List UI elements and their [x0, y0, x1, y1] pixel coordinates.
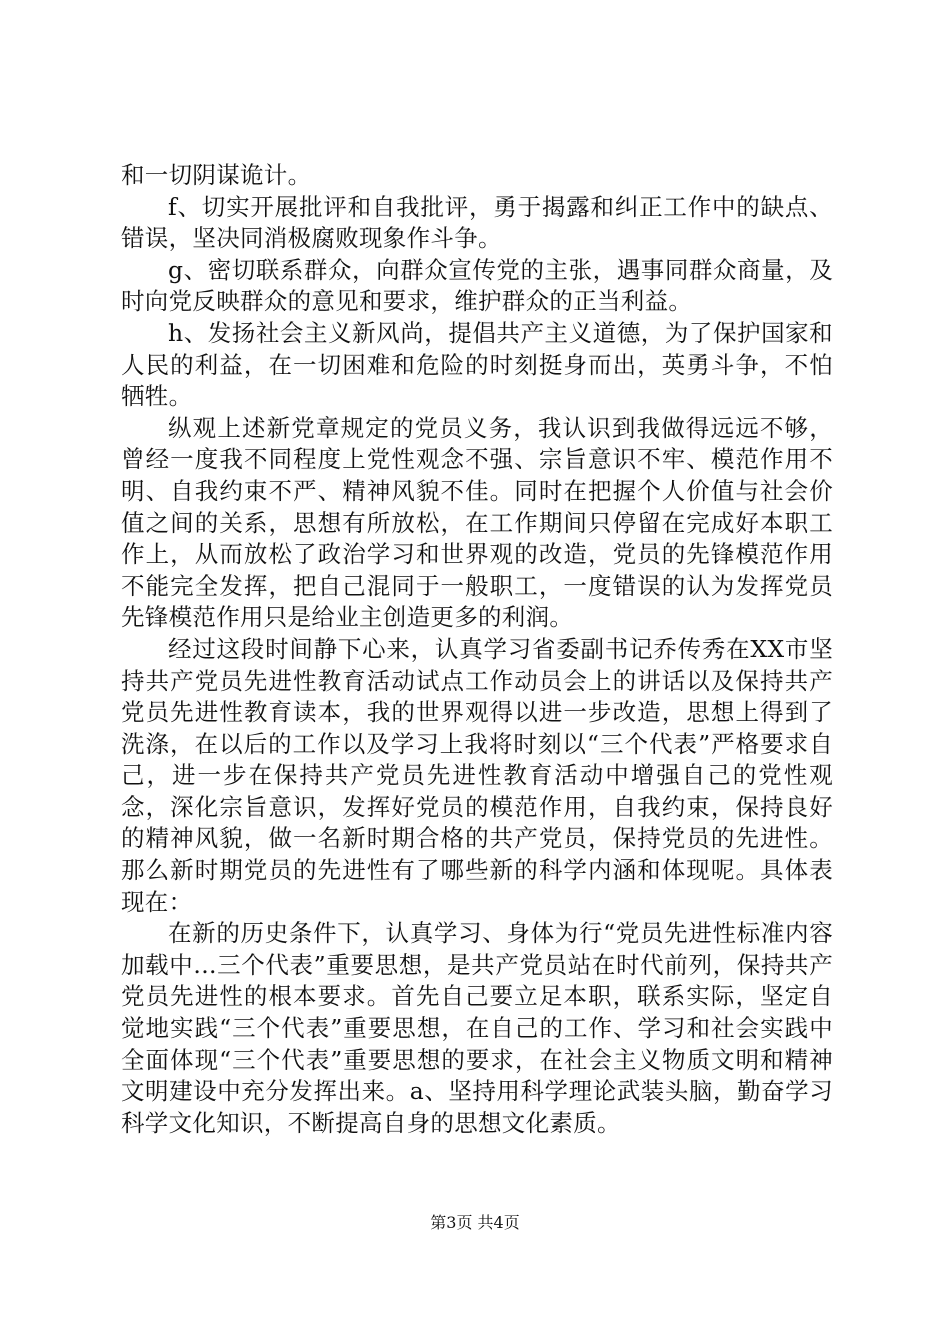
document-body: [121, 160, 833, 1139]
paragraph-reflection: 纵观上述新党章规定的党员义务，我认识到我做得远远不够，曾经一度我不同程度上党性观念不强、宗旨意识不牢、模范作用不明、自我约束不严、精神风貌不佳。同时在把握个人价值与社会价值之间的关系，思想有所放松，在工作期间只停留在完成好本职工作上，从而放松了政治学习和世界观的改造，党员的先锋模范作用不能完全发挥，把自己混同于一般职工，一度错误的认为发挥党员先锋模范作用只是给业主创造更多的利润。: [121, 413, 833, 632]
paragraph-item-h: h、发扬社会主义新风尚，提倡共产主义道德，为了保护国家和人民的利益，在一切困难和危险的时刻挺身而出，英勇斗争，不怕牺牲。: [121, 318, 833, 411]
paragraph-item-g: g、密切联系群众，向群众宣传党的主张，遇事同群众商量，及时向党反映群众的意见和要求，维护群众的正当利益。: [121, 255, 833, 316]
paragraph-study: 经过这段时间静下心来，认真学习省委副书记乔传秀在XX市坚持共产党员先进性教育活动试点工作动员会上的讲话以及保持共产党员先进性教育读本，我的世界观得以进一步改造，思想上得到了洗涤，在以后的工作以及学习上我将时刻以“三个代表”严格要求自己，进一步在保持共产党员先进性教育活动中增强自己的党性观念，深化宗旨意识，发挥好党员的模范作用，自我约束，保持良好的精神风貌，做一名新时期合格的共产党员，保持党员的先进性。那么新时期党员的先进性有了哪些新的科学内涵和体现呢。具体表现在：: [121, 634, 833, 916]
page-number-footer: 第3页 共4页: [430, 1213, 520, 1232]
paragraph-item-f: f、切实开展批评和自我批评，勇于揭露和纠正工作中的缺点、错误，坚决同消极腐败现象作斗争。: [121, 192, 833, 253]
paragraph-requirements: 在新的历史条件下，认真学习、身体为行“党员先进性标准内容加载中...三个代表”重要思想，是共产党员站在时代前列，保持共产党员先进性的根本要求。首先自己要立足本职，联系实际，坚定自觉地实践“三个代表”重要思想，在自己的工作、学习和社会实践中全面体现“三个代表”重要思想的要求，在社会主义物质文明和精神文明建设中充分发挥出来。a、坚持用科学理论武装头脑，勤奋学习科学文化知识，不断提高自身的思想文化素质。: [121, 919, 833, 1137]
paragraph-continuation: 和一切阴谋诡计。: [121, 161, 312, 189]
